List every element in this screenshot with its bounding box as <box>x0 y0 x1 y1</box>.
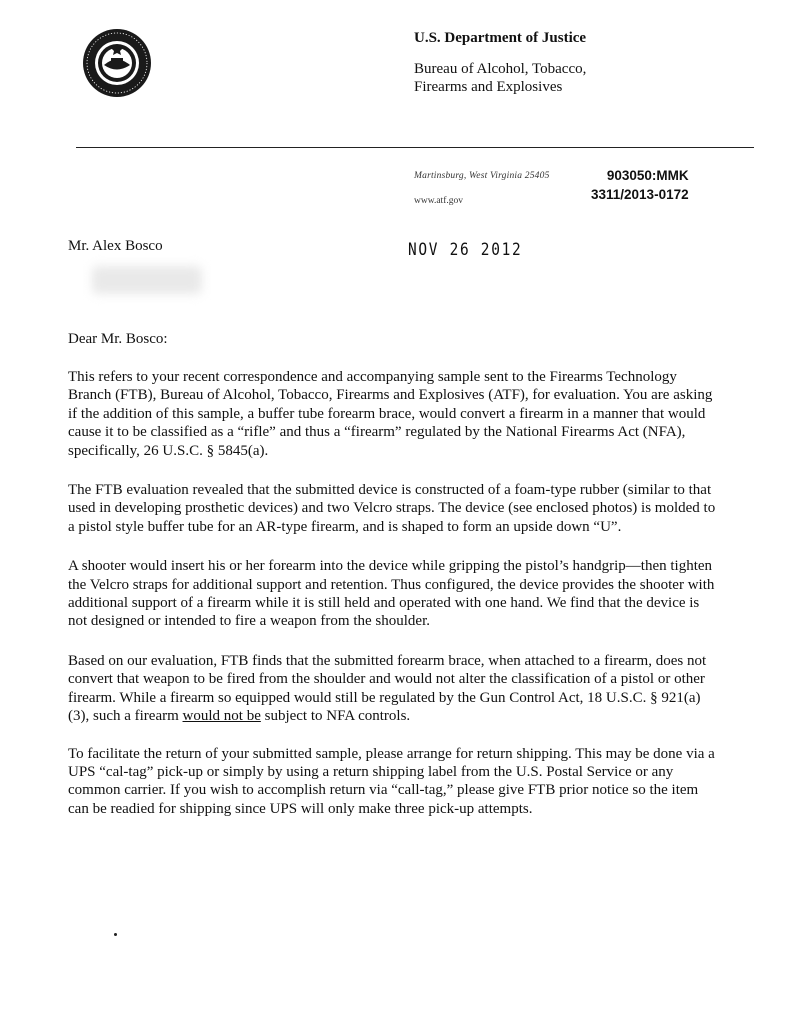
bureau-line-2: Firearms and Explosives <box>414 79 563 95</box>
agency-header <box>414 30 586 96</box>
recipient-name: Mr. Alex Bosco <box>68 238 163 254</box>
paragraph-1: This refers to your recent correspondence and accompanying sample sent to the Firearms Technology Branch (FTB), Bureau of Alcohol, Tobacco, Firearms and Explosives (ATF), for evaluation. You are asking if the addition of this sample, a buffer tube forearm brace, would convert a firearm in a manner that would cause it to be classified as a “rifle” and thus a “firearm” regulated by the National Firearms Act (NFA), specifically, 26 U.S.C. § 5845(a). <box>68 369 713 459</box>
letter-date: NOV 26 2012 <box>408 240 523 260</box>
paragraph-4-text-a: Based on our evaluation, FTB finds that the submitted forearm brace, when attached to a firearm, does not convert that weapon to be fired from the shoulder and would not alter the classification of a pistol or other firearm. While a firearm so equipped would still be regulated by the Gun Control Act, 18 U.S.C. § 921(a)(3), such a firearm <box>68 652 707 725</box>
paragraph-4-underlined: would not be <box>182 708 261 725</box>
department-name: U.S. Department of Justice <box>414 30 587 46</box>
reference-number-2: 3311/2013-0172 <box>591 187 689 202</box>
website: www.atf.gov <box>414 196 463 206</box>
paragraph-3: A shooter would insert his or her forearm into the device while gripping the pistol’s handgrip—then tighten the Velcro straps for additional support and retention. Thus configured, the device provides the shooter with additional support of a firearm while it is still held and operated with one hand. We find that the device is not designed or intended to fire a weapon from the shoulder. <box>68 558 715 630</box>
paragraph-4-text-b: subject to NFA controls. <box>260 708 411 725</box>
letter-body <box>68 368 720 839</box>
bureau-name <box>414 60 586 96</box>
reference-numbers <box>591 166 689 204</box>
paragraph-4 <box>68 652 720 726</box>
paragraph-5: To facilitate the return of your submitted sample, please arrange for return shipping. This may be done via a UPS “cal-tag” pick-up or simply by using a return shipping label from the U.S. Postal Service or any common carrier. If you wish to accomplish return via “call-tag,” please give FTB prior notice so the item can be readied for shipping since UPS will only make three pick-up attempts. <box>68 745 715 817</box>
paragraph-2: The FTB evaluation revealed that the submitted device is constructed of a foam-type rubber (similar to that used in developing prosthetic devices) and two Velcro straps. The device (see enclosed photos) is molded to a pistol style buffer tube for an AR-type firearm, and is shaped to form an upside down “U”. <box>68 482 716 535</box>
office-location: Martinsburg, West Virginia 25405 <box>414 171 550 181</box>
bureau-line-1: Bureau of Alcohol, Tobacco, <box>414 61 587 77</box>
salutation: Dear Mr. Bosco: <box>68 331 168 347</box>
atf-seal-icon <box>82 28 152 98</box>
header-divider <box>76 147 754 148</box>
reference-number-1: 903050:MMK <box>606 168 689 183</box>
stray-mark <box>114 933 117 936</box>
redacted-address <box>92 266 202 294</box>
